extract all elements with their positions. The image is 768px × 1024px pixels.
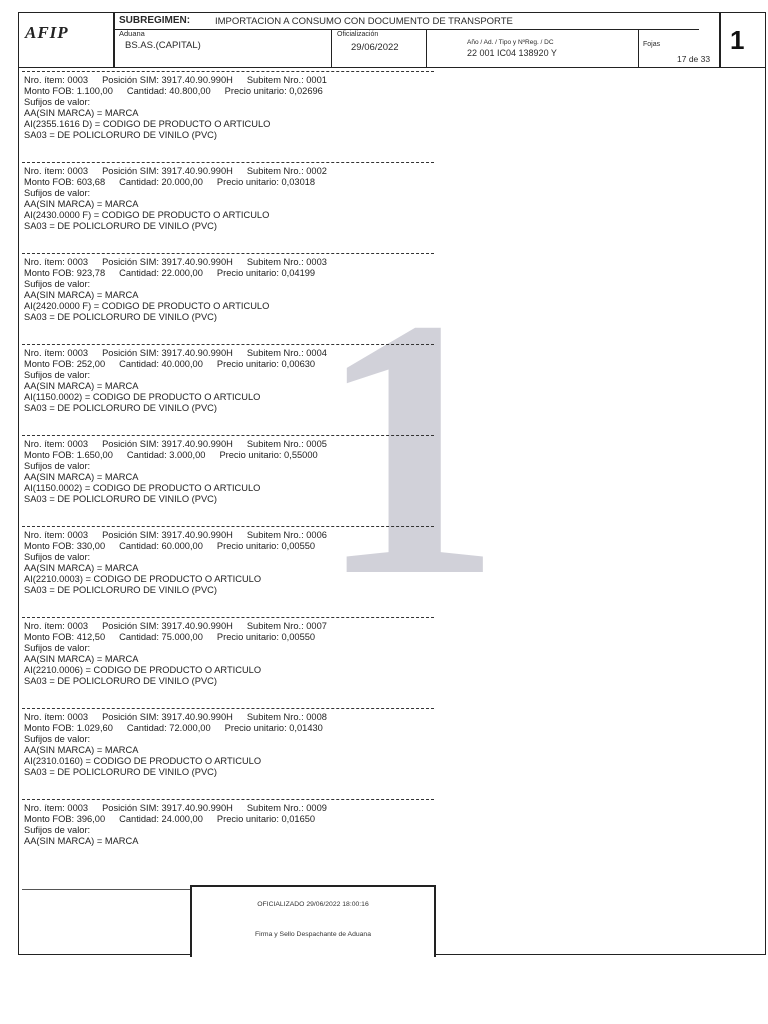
item-line xyxy=(24,312,217,323)
posicion-sim: Posición SIM: 3917.40.90.990H xyxy=(102,166,233,176)
posicion-sim: Posición SIM: 3917.40.90.990H xyxy=(102,257,233,267)
item-line xyxy=(24,483,260,494)
posicion-sim: Posición SIM: 3917.40.90.990H xyxy=(102,439,233,449)
dashed-separator xyxy=(22,799,434,800)
item-line xyxy=(24,279,90,290)
subitem-number: Subitem Nro.: 0001 xyxy=(246,75,327,85)
subitem-number: Subitem Nro.: 0009 xyxy=(246,803,327,813)
subitem-number: Subitem Nro.: 0007 xyxy=(246,621,327,631)
footer-rule xyxy=(22,889,190,890)
sufijos-label: Sufijos de valor: xyxy=(24,643,91,653)
monto-fob: Monto FOB: 252,00 xyxy=(24,359,106,369)
item-line xyxy=(24,745,138,756)
header-divider xyxy=(426,29,427,67)
header-divider xyxy=(719,13,721,67)
item-line xyxy=(24,166,327,177)
monto-fob: Monto FOB: 1.029,60 xyxy=(24,723,113,733)
dashed-separator xyxy=(22,708,434,709)
sufijos-label: Sufijos de valor: xyxy=(24,279,91,289)
item-line xyxy=(24,108,138,119)
sufijo-ai: AI(2210.0006) = CODIGO DE PRODUCTO O ARTICULO xyxy=(24,665,262,675)
monto-fob: Monto FOB: 1.650,00 xyxy=(24,450,113,460)
sufijo-aa: AA(SIN MARCA) = MARCA xyxy=(24,836,139,846)
subitem-number: Subitem Nro.: 0006 xyxy=(246,530,327,540)
item-block xyxy=(22,344,442,435)
sufijo-sa: SA03 = DE POLICLORURO DE VINILO (PVC) xyxy=(24,676,217,686)
subitem-number: Subitem Nro.: 0002 xyxy=(246,166,327,176)
item-line xyxy=(24,643,90,654)
precio-unitario: Precio unitario: 0,03018 xyxy=(216,177,316,187)
sufijo-ai: AI(2430.0000 F) = CODIGO DE PRODUCTO O ARTICULO xyxy=(24,210,270,220)
page-number: 1 xyxy=(730,25,745,55)
precio-unitario: Precio unitario: 0,01430 xyxy=(224,723,323,733)
sufijos-label: Sufijos de valor: xyxy=(24,97,91,107)
item-line xyxy=(24,257,327,268)
posicion-sim: Posición SIM: 3917.40.90.990H xyxy=(102,530,233,540)
item-line xyxy=(24,803,327,814)
sufijo-aa: AA(SIN MARCA) = MARCA xyxy=(24,472,139,482)
item-line xyxy=(24,654,138,665)
item-line xyxy=(24,450,318,461)
sufijo-aa: AA(SIN MARCA) = MARCA xyxy=(24,199,139,209)
item-line xyxy=(24,814,315,825)
item-block xyxy=(22,253,442,344)
sufijo-ai: AI(2420.0000 F) = CODIGO DE PRODUCTO O ARTICULO xyxy=(24,301,270,311)
item-number: Nro. ítem: 0003 xyxy=(24,75,89,85)
item-line xyxy=(24,75,327,86)
item-line xyxy=(24,268,315,279)
posicion-sim: Posición SIM: 3917.40.90.990H xyxy=(102,621,233,631)
item-line xyxy=(24,585,217,596)
watermark-number: 1 xyxy=(317,243,502,653)
item-line xyxy=(24,359,315,370)
oficializado-stamp: OFICIALIZADO 29/06/2022 18:00:16 xyxy=(257,901,369,908)
dashed-separator xyxy=(22,344,434,345)
item-line xyxy=(24,632,315,643)
sufijo-aa: AA(SIN MARCA) = MARCA xyxy=(24,290,139,300)
item-block xyxy=(22,799,442,890)
monto-fob: Monto FOB: 396,00 xyxy=(24,814,106,824)
oficializacion-label: Oficialización xyxy=(337,31,379,38)
item-line xyxy=(24,97,90,108)
document-header xyxy=(19,13,765,68)
precio-unitario: Precio unitario: 0,02696 xyxy=(224,86,323,96)
ref-label: Año / Ad. / Tipo y NºReg. / DC xyxy=(467,39,554,46)
item-number: Nro. ítem: 0003 xyxy=(24,621,89,631)
subitem-number: Subitem Nro.: 0004 xyxy=(246,348,327,358)
item-line xyxy=(24,199,138,210)
item-block xyxy=(22,617,442,708)
item-block xyxy=(22,162,442,253)
item-number: Nro. ítem: 0003 xyxy=(24,712,89,722)
cantidad: Cantidad: 22.000,00 xyxy=(119,268,203,278)
fojas-value: 17 de 33 xyxy=(677,54,711,64)
item-line xyxy=(24,836,138,847)
sufijo-sa: SA03 = DE POLICLORURO DE VINILO (PVC) xyxy=(24,312,217,322)
subregimen-value: IMPORTACION A CONSUMO CON DOCUMENTO DE TRANSPORTE xyxy=(215,16,513,27)
monto-fob: Monto FOB: 330,00 xyxy=(24,541,106,551)
item-line xyxy=(24,541,315,552)
sufijo-aa: AA(SIN MARCA) = MARCA xyxy=(24,563,139,573)
item-number: Nro. ítem: 0003 xyxy=(24,257,89,267)
item-line xyxy=(24,439,327,450)
dashed-separator xyxy=(22,526,434,527)
item-line xyxy=(24,574,261,585)
item-line xyxy=(24,86,323,97)
item-block xyxy=(22,708,442,799)
item-list xyxy=(22,71,442,890)
cantidad: Cantidad: 72.000,00 xyxy=(126,723,211,733)
item-line xyxy=(24,665,261,676)
cantidad: Cantidad: 75.000,00 xyxy=(119,632,203,642)
signature-box xyxy=(190,885,436,957)
fojas-label: Fojas xyxy=(643,41,661,48)
aduana-value: BS.AS.(CAPITAL) xyxy=(125,40,201,51)
item-line xyxy=(24,494,217,505)
precio-unitario: Precio unitario: 0,00550 xyxy=(216,541,316,551)
cantidad: Cantidad: 20.000,00 xyxy=(119,177,203,187)
posicion-sim: Posición SIM: 3917.40.90.990H xyxy=(102,75,233,85)
item-line xyxy=(24,348,327,359)
sufijo-sa: SA03 = DE POLICLORURO DE VINILO (PVC) xyxy=(24,767,217,777)
precio-unitario: Precio unitario: 0,55000 xyxy=(219,450,318,460)
sufijo-ai: AI(2210.0003) = CODIGO DE PRODUCTO O ARTICULO xyxy=(24,574,262,584)
precio-unitario: Precio unitario: 0,00550 xyxy=(216,632,316,642)
item-line xyxy=(24,392,260,403)
item-line xyxy=(24,130,217,141)
posicion-sim: Posición SIM: 3917.40.90.990H xyxy=(102,348,233,358)
sufijos-label: Sufijos de valor: xyxy=(24,188,91,198)
item-line xyxy=(24,712,327,723)
precio-unitario: Precio unitario: 0,00630 xyxy=(216,359,316,369)
sufijo-aa: AA(SIN MARCA) = MARCA xyxy=(24,381,139,391)
item-line xyxy=(24,767,217,778)
sufijo-aa: AA(SIN MARCA) = MARCA xyxy=(24,745,139,755)
item-line xyxy=(24,563,138,574)
sufijo-aa: AA(SIN MARCA) = MARCA xyxy=(24,654,139,664)
monto-fob: Monto FOB: 923,78 xyxy=(24,268,106,278)
sufijo-sa: SA03 = DE POLICLORURO DE VINILO (PVC) xyxy=(24,130,217,140)
dashed-separator xyxy=(22,617,434,618)
item-line xyxy=(24,210,269,221)
posicion-sim: Posición SIM: 3917.40.90.990H xyxy=(102,803,233,813)
posicion-sim: Posición SIM: 3917.40.90.990H xyxy=(102,712,233,722)
item-number: Nro. ítem: 0003 xyxy=(24,166,89,176)
item-number: Nro. ítem: 0003 xyxy=(24,530,89,540)
precio-unitario: Precio unitario: 0,04199 xyxy=(216,268,316,278)
header-rule xyxy=(113,29,699,30)
oficializacion-value: 29/06/2022 xyxy=(351,42,399,53)
sufijo-sa: SA03 = DE POLICLORURO DE VINILO (PVC) xyxy=(24,585,217,595)
header-divider xyxy=(331,29,332,67)
sufijos-label: Sufijos de valor: xyxy=(24,734,91,744)
item-number: Nro. ítem: 0003 xyxy=(24,803,89,813)
cantidad: Cantidad: 40.800,00 xyxy=(126,86,211,96)
dashed-separator xyxy=(22,71,434,72)
item-line xyxy=(24,370,90,381)
dashed-separator xyxy=(22,253,434,254)
sufijo-aa: AA(SIN MARCA) = MARCA xyxy=(24,108,139,118)
item-line xyxy=(24,734,90,745)
sufijo-ai: AI(2310.0160) = CODIGO DE PRODUCTO O ARTICULO xyxy=(24,756,262,766)
monto-fob: Monto FOB: 1.100,00 xyxy=(24,86,113,96)
dashed-separator xyxy=(22,162,434,163)
item-line xyxy=(24,825,90,836)
item-line xyxy=(24,621,327,632)
afip-logo: AFIP xyxy=(25,23,69,42)
item-line xyxy=(24,461,90,472)
sufijo-sa: SA03 = DE POLICLORURO DE VINILO (PVC) xyxy=(24,221,217,231)
subitem-number: Subitem Nro.: 0008 xyxy=(246,712,327,722)
subitem-number: Subitem Nro.: 0005 xyxy=(246,439,327,449)
dashed-separator xyxy=(22,435,434,436)
monto-fob: Monto FOB: 603,68 xyxy=(24,177,106,187)
item-line xyxy=(24,676,217,687)
item-number: Nro. ítem: 0003 xyxy=(24,439,89,449)
sufijo-ai: AI(1150.0002) = CODIGO DE PRODUCTO O ARTICULO xyxy=(24,392,261,402)
document-page xyxy=(18,12,766,955)
sufijos-label: Sufijos de valor: xyxy=(24,370,91,380)
item-line xyxy=(24,221,217,232)
sufijo-ai: AI(1150.0002) = CODIGO DE PRODUCTO O ARTICULO xyxy=(24,483,261,493)
item-line xyxy=(24,756,261,767)
item-line xyxy=(24,301,269,312)
signature-caption: Firma y Sello Despachante de Aduana xyxy=(255,931,371,938)
sufijo-sa: SA03 = DE POLICLORURO DE VINILO (PVC) xyxy=(24,494,217,504)
item-line xyxy=(24,552,90,563)
sufijo-sa: SA03 = DE POLICLORURO DE VINILO (PVC) xyxy=(24,403,217,413)
item-line xyxy=(24,177,315,188)
header-divider xyxy=(113,13,115,67)
item-line xyxy=(24,723,323,734)
header-divider xyxy=(638,29,639,67)
subitem-number: Subitem Nro.: 0003 xyxy=(246,257,327,267)
item-line xyxy=(24,119,270,130)
item-block xyxy=(22,526,442,617)
ref-value: 22 001 IC04 138920 Y xyxy=(467,48,557,58)
cantidad: Cantidad: 60.000,00 xyxy=(119,541,203,551)
item-number: Nro. ítem: 0003 xyxy=(24,348,89,358)
item-line xyxy=(24,530,327,541)
aduana-label: Aduana xyxy=(119,29,145,38)
item-line xyxy=(24,188,90,199)
item-line xyxy=(24,290,138,301)
cantidad: Cantidad: 24.000,00 xyxy=(119,814,203,824)
sufijos-label: Sufijos de valor: xyxy=(24,461,91,471)
item-block xyxy=(22,435,442,526)
item-block xyxy=(22,71,442,162)
item-line xyxy=(24,381,138,392)
item-line xyxy=(24,403,217,414)
monto-fob: Monto FOB: 412,50 xyxy=(24,632,106,642)
precio-unitario: Precio unitario: 0,01650 xyxy=(216,814,316,824)
sufijo-ai: AI(2355.1616 D) = CODIGO DE PRODUCTO O ARTICULO xyxy=(24,119,271,129)
cantidad: Cantidad: 3.000,00 xyxy=(126,450,206,460)
sufijos-label: Sufijos de valor: xyxy=(24,552,91,562)
sufijos-label: Sufijos de valor: xyxy=(24,825,91,835)
subregimen-label: SUBREGIMEN: xyxy=(119,15,191,26)
item-line xyxy=(24,472,138,483)
cantidad: Cantidad: 40.000,00 xyxy=(119,359,203,369)
